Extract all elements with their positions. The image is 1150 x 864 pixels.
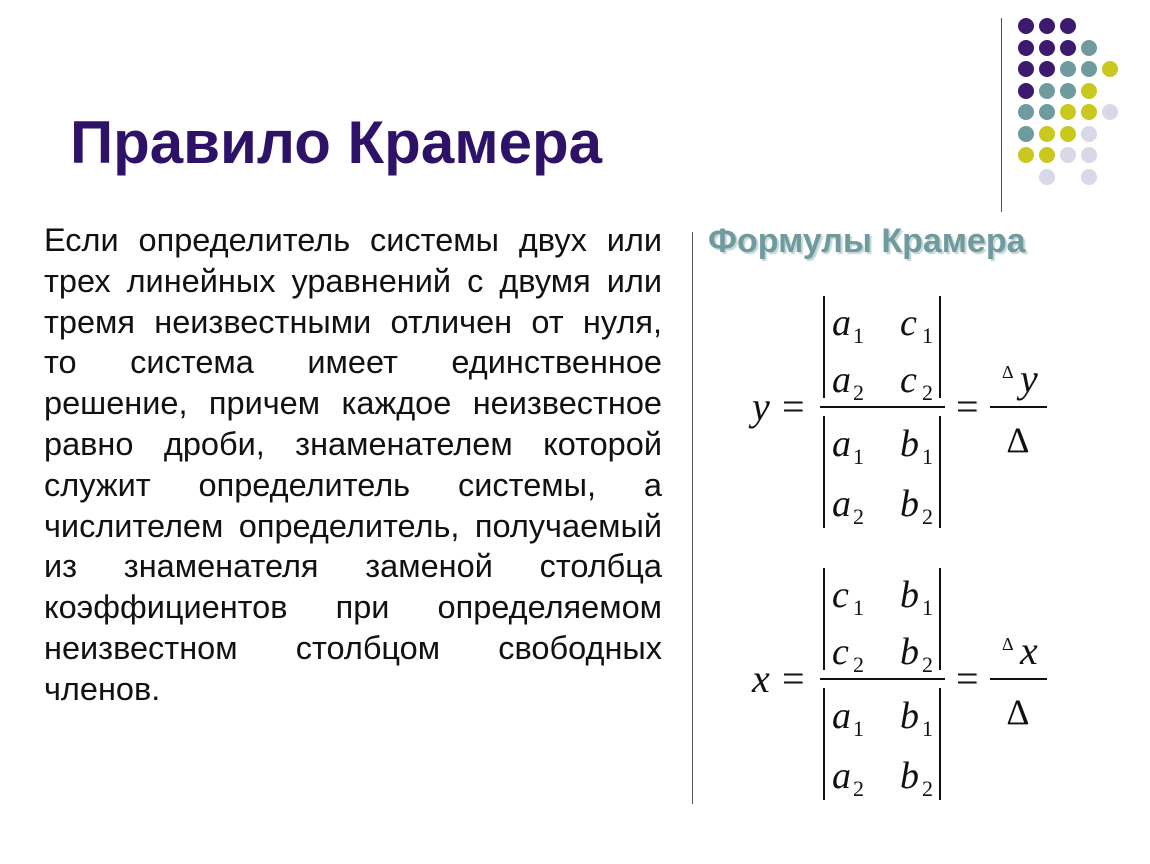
decorative-dot	[1039, 83, 1055, 99]
delta-symbol: Δ	[1006, 420, 1030, 460]
matrix-entry-subscript: 1	[922, 323, 933, 348]
matrix-entry-letter: c	[900, 302, 917, 344]
matrix-entry-letter: c	[832, 574, 849, 616]
formula-x	[740, 562, 1070, 810]
matrix-entry-subscript: 1	[853, 323, 864, 348]
formula-y	[740, 290, 1070, 535]
decorative-dot	[1018, 104, 1034, 120]
matrix-entry-subscript: 1	[922, 595, 933, 620]
equals-sign: =	[956, 384, 979, 429]
delta-variable: x	[1020, 628, 1038, 673]
decorative-dot	[1018, 126, 1034, 142]
equals-sign: =	[956, 656, 979, 701]
decorative-dot	[1039, 147, 1055, 163]
decorative-dot	[1081, 169, 1097, 185]
decorative-dot	[1081, 126, 1097, 142]
matrix-entry-subscript: 2	[853, 504, 864, 529]
decorative-dot	[1060, 40, 1076, 56]
matrix-entry-subscript: 2	[853, 380, 864, 405]
decorative-dot	[1018, 147, 1034, 163]
decorative-dot	[1060, 61, 1076, 77]
matrix-entry-letter: a	[832, 359, 851, 401]
divider-middle	[692, 232, 693, 804]
decorative-dot	[1081, 83, 1097, 99]
decorative-dot	[1039, 40, 1055, 56]
matrix-entry-letter: c	[900, 359, 917, 401]
matrix-entry-letter: b	[900, 755, 919, 797]
formula-variable: y	[752, 384, 770, 429]
decorative-dot-grid	[1018, 18, 1128, 188]
decorative-dot	[1018, 83, 1034, 99]
equals-sign: =	[782, 384, 805, 429]
matrix-entry-subscript: 1	[853, 444, 864, 469]
matrix-entry-letter: a	[832, 302, 851, 344]
matrix-entry-subscript: 2	[853, 776, 864, 801]
decorative-dot	[1039, 104, 1055, 120]
decorative-dot	[1060, 147, 1076, 163]
matrix-entry-letter: b	[900, 695, 919, 737]
matrix-entry-letter: c	[832, 631, 849, 673]
matrix-entry-subscript: 2	[922, 652, 933, 677]
matrix-entry-subscript: 2	[853, 652, 864, 677]
decorative-dot	[1081, 104, 1097, 120]
matrix-entry-subscript: 1	[853, 595, 864, 620]
decorative-dot	[1060, 126, 1076, 142]
decorative-dot	[1081, 61, 1097, 77]
decorative-dot	[1102, 61, 1118, 77]
matrix-entry-subscript: 1	[853, 716, 864, 741]
matrix-entry-letter: b	[900, 631, 919, 673]
decorative-dot	[1102, 104, 1118, 120]
delta-superscript: Δ	[1002, 634, 1014, 654]
delta-superscript: Δ	[1002, 362, 1014, 382]
matrix-entry-letter: b	[900, 423, 919, 465]
decorative-dot	[1039, 18, 1055, 34]
matrix-entry-letter: a	[832, 483, 851, 525]
matrix-entry-subscript: 2	[922, 504, 933, 529]
decorative-dot	[1060, 83, 1076, 99]
decorative-dot	[1018, 40, 1034, 56]
decorative-dot	[1018, 18, 1034, 34]
matrix-entry-letter: a	[832, 423, 851, 465]
decorative-dot	[1039, 126, 1055, 142]
decorative-dot	[1018, 61, 1034, 77]
matrix-entry-letter: a	[832, 695, 851, 737]
matrix-entry-letter: b	[900, 483, 919, 525]
matrix-entry-letter: b	[900, 574, 919, 616]
divider-top	[1001, 18, 1002, 212]
matrix-entry-subscript: 1	[922, 444, 933, 469]
decorative-dot	[1039, 61, 1055, 77]
decorative-dot	[1081, 147, 1097, 163]
matrix-entry-letter: a	[832, 755, 851, 797]
delta-variable: y	[1020, 356, 1038, 401]
decorative-dot	[1039, 169, 1055, 185]
slide-title: Правило Крамера	[70, 109, 602, 176]
matrix-entry-subscript: 2	[922, 776, 933, 801]
decorative-dot	[1081, 40, 1097, 56]
formula-variable: x	[752, 656, 770, 701]
rule-description: Если определитель системы двух или трех линейных уравнений с двумя или тремя неизвестными отличен от нуля, то система имеет единственное решение, причем каждое неизвестное равно дроби, знаменателем которой служит определитель системы, а числителем определитель, получаемый из знаменателя заменой столбца коэффициентов при определяемом неизвестном столбцом свободных членов.	[44, 222, 662, 707]
delta-symbol: Δ	[1006, 692, 1030, 732]
equals-sign: =	[782, 656, 805, 701]
matrix-entry-subscript: 2	[922, 380, 933, 405]
matrix-entry-subscript: 1	[922, 716, 933, 741]
decorative-dot	[1060, 18, 1076, 34]
formulas-title: Формулы Крамера	[708, 222, 1026, 260]
decorative-dot	[1060, 104, 1076, 120]
